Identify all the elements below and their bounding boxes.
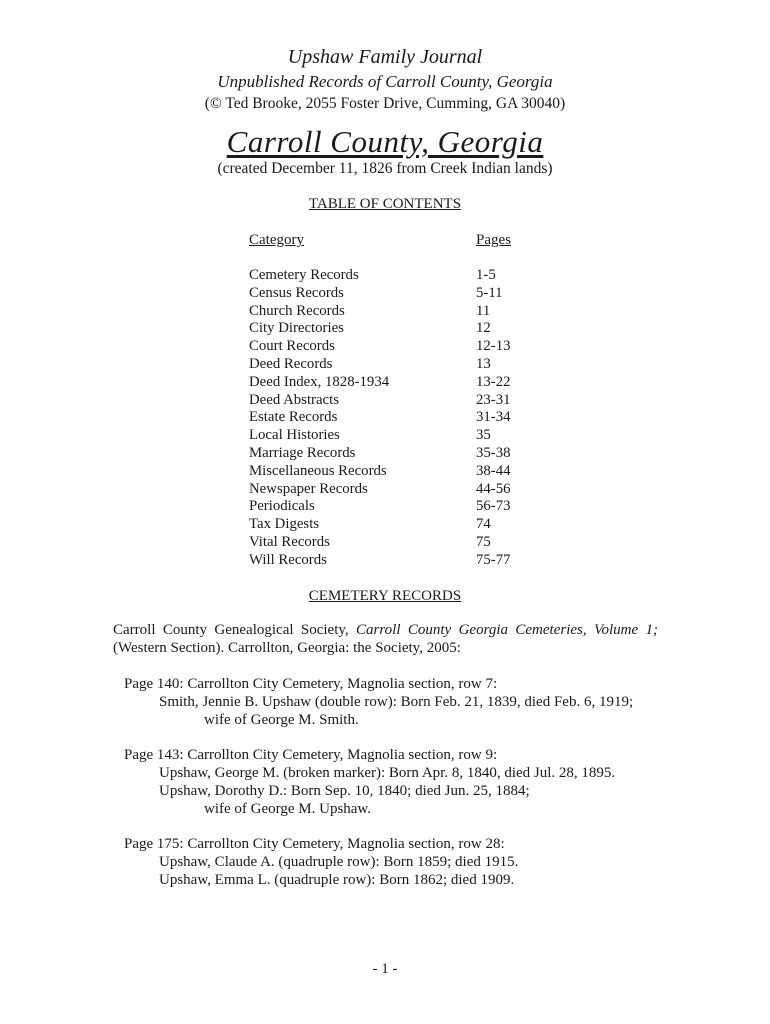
toc-category: Census Records xyxy=(249,284,344,301)
toc-pages: 38-44 xyxy=(476,462,511,479)
entry-page-reference: Page 143: Carrollton City Cemetery, Magnolia section, row 9: xyxy=(124,747,498,763)
toc-row xyxy=(249,285,569,303)
toc-row xyxy=(249,516,569,534)
toc-row xyxy=(249,463,569,481)
county-created-note: (created December 11, 1826 from Creek Indian lands) xyxy=(217,160,553,177)
toc-row xyxy=(249,427,569,445)
toc-column-category: Category xyxy=(249,232,304,248)
toc-category: Estate Records xyxy=(249,409,338,426)
toc-row xyxy=(249,356,569,374)
toc-category: Deed Abstracts xyxy=(249,391,339,408)
burial-record: Upshaw, Dorothy D.: Born Sep. 10, 1840; died Jun. 25, 1884; xyxy=(159,783,530,799)
toc-category: Periodicals xyxy=(249,498,315,515)
toc-pages: 13 xyxy=(476,355,491,372)
toc-category: Miscellaneous Records xyxy=(249,462,387,479)
entry-page-reference: Page 140: Carrollton City Cemetery, Magnolia section, row 7: xyxy=(124,676,498,692)
toc-pages: 5-11 xyxy=(476,284,503,301)
toc-category: Deed Index, 1828-1934 xyxy=(249,373,390,390)
toc-pages: 23-31 xyxy=(476,391,511,408)
cemetery-entry xyxy=(124,835,684,889)
toc-row xyxy=(249,409,569,427)
toc-pages: 75-77 xyxy=(476,551,511,568)
citation-author: Carroll County Genealogical Society, xyxy=(113,622,349,638)
toc-category: Court Records xyxy=(249,338,335,355)
toc-list xyxy=(249,267,569,570)
toc-pages: 13-22 xyxy=(476,373,511,390)
cemetery-entry xyxy=(124,675,684,729)
county-title: Carroll County, Georgia xyxy=(226,124,544,159)
page-number: - 1 - xyxy=(372,961,398,977)
toc-row xyxy=(249,267,569,285)
toc-heading: TABLE OF CONTENTS xyxy=(308,196,462,212)
cemetery-records-heading: CEMETERY RECORDS xyxy=(308,588,462,604)
journal-title: Upshaw Family Journal xyxy=(287,46,483,68)
toc-category: Cemetery Records xyxy=(249,267,359,283)
toc-pages: 12 xyxy=(476,320,491,337)
toc-category: Local Histories xyxy=(249,427,340,444)
toc-pages: 31-34 xyxy=(476,409,511,426)
burial-record-continuation: wife of George M. Upshaw. xyxy=(204,801,372,817)
burial-record: Upshaw, Emma L. (quadruple row): Born 1862; died 1909. xyxy=(159,872,515,888)
toc-pages: 11 xyxy=(476,302,491,319)
toc-category: Newspaper Records xyxy=(249,480,368,497)
toc-category: Vital Records xyxy=(249,533,330,550)
copyright-line: (© Ted Brooke, 2055 Foster Drive, Cumming, GA 30040) xyxy=(204,95,566,112)
source-citation xyxy=(113,621,658,657)
toc-pages: 56-73 xyxy=(476,498,511,515)
toc-category: City Directories xyxy=(249,320,344,337)
toc-row xyxy=(249,338,569,356)
citation-book-title: Carroll County Georgia Cemeteries, Volume 1; xyxy=(356,622,659,638)
toc-row xyxy=(249,481,569,499)
toc-category: Marriage Records xyxy=(249,444,356,461)
toc-row xyxy=(249,392,569,410)
toc-row xyxy=(249,534,569,552)
toc-column-pages: Pages xyxy=(476,232,511,248)
toc-pages: 35-38 xyxy=(476,444,511,461)
entry-page-reference: Page 175: Carrollton City Cemetery, Magnolia section, row 28: xyxy=(124,836,505,852)
toc-category: Deed Records xyxy=(249,355,333,372)
toc-row xyxy=(249,445,569,463)
toc-category: Church Records xyxy=(249,302,345,319)
toc-category: Tax Digests xyxy=(249,516,320,533)
toc-category: Will Records xyxy=(249,551,327,568)
burial-record-continuation: wife of George M. Smith. xyxy=(204,712,359,728)
toc-row xyxy=(249,303,569,321)
toc-row xyxy=(249,552,569,570)
burial-record: Upshaw, George M. (broken marker): Born Apr. 8, 1840, died Jul. 28, 1895. xyxy=(159,765,616,781)
toc-pages: 12-13 xyxy=(476,338,511,355)
burial-record: Upshaw, Claude A. (quadruple row): Born 1859; died 1915. xyxy=(159,854,519,870)
toc-pages: 44-56 xyxy=(476,480,511,497)
toc-row xyxy=(249,374,569,392)
cemetery-entry xyxy=(124,746,684,818)
toc-row xyxy=(249,498,569,516)
burial-record: Smith, Jennie B. Upshaw (double row): Born Feb. 21, 1839, died Feb. 6, 1919; xyxy=(159,694,634,710)
citation-line-1 xyxy=(113,621,658,639)
toc-pages: 35 xyxy=(476,427,491,444)
toc-row xyxy=(249,320,569,338)
toc-pages: 1-5 xyxy=(476,267,496,283)
toc-pages: 74 xyxy=(476,516,491,533)
toc-pages: 75 xyxy=(476,533,491,550)
citation-line-2: (Western Section). Carrollton, Georgia: the Society, 2005: xyxy=(113,640,461,656)
journal-subtitle: Unpublished Records of Carroll County, Georgia xyxy=(217,72,553,91)
